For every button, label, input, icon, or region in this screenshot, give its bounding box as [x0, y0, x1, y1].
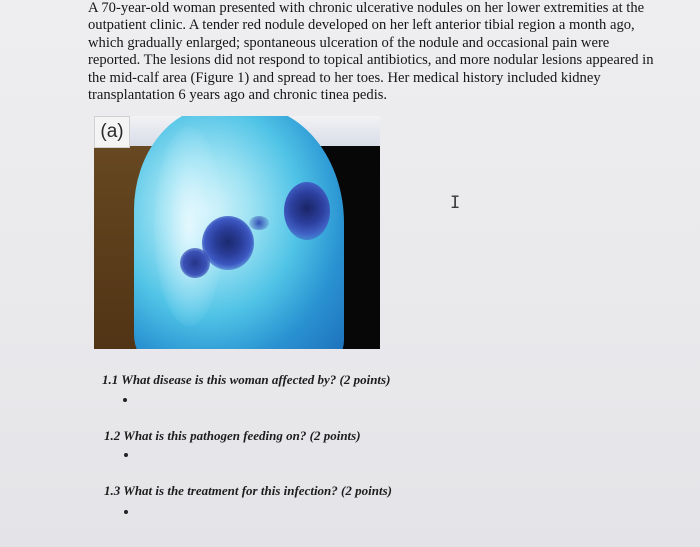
figure-label: (a): [94, 116, 130, 148]
question-3: 1.3 What is the treatment for this infection? (2 points): [104, 483, 392, 498]
case-line-1: A 70-year-old woman presented with chronic ulcerative nodules on her lower extremities at the: [88, 0, 645, 16]
question-1: 1.1 What disease is this woman affected by? (2 points): [102, 372, 391, 387]
question-2: 1.2 What is this pathogen feeding on? (2 points): [104, 428, 361, 443]
clinical-photo: [94, 116, 380, 349]
text-cursor-icon: I: [450, 193, 461, 213]
answer-bullet-3: [124, 510, 128, 514]
lesion-spot: [249, 216, 269, 230]
case-line-4: reported. The lesions did not respond to topical antibiotics, and more nodular lesions appeared in: [88, 52, 654, 69]
case-line-2: outpatient clinic. A tender red nodule developed on her left anterior tibial region a month ago,: [88, 17, 635, 34]
lesion-nodule-small: [180, 248, 210, 278]
case-line-5: the mid-calf area (Figure 1) and spread to her toes. Her medical history included kidney: [88, 69, 601, 86]
answer-bullet-1: [123, 398, 127, 402]
case-line-3: which gradually enlarged; spontaneous ulceration of the nodule and occasional pain were: [88, 34, 610, 51]
lesion-nodule-right: [284, 182, 330, 240]
answer-bullet-2: [124, 453, 128, 457]
case-description: [88, 0, 666, 104]
case-line-6: transplantation 6 years ago and chronic tinea pedis.: [88, 87, 388, 104]
